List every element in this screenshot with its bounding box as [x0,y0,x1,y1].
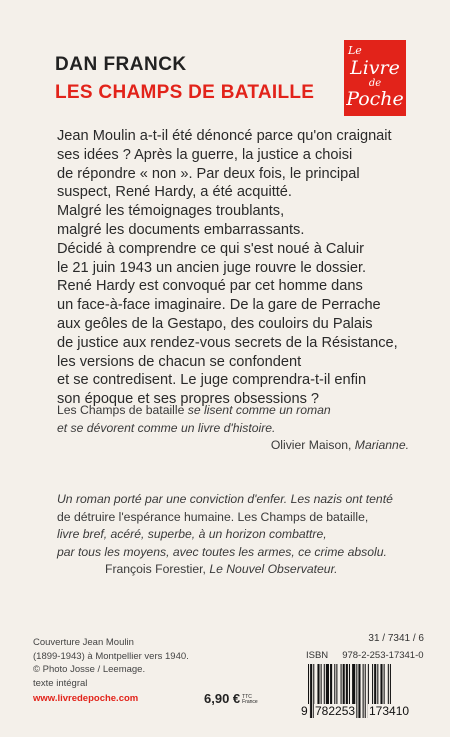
logo-text-de: de [368,78,382,89]
quote-line: livre bref, acéré, superbe, à un horizon combattre, [57,527,327,541]
credit-line: (1899-1943) à Montpellier vers 1940. [33,650,189,662]
credit-line: © Photo Josse / Leemage. [33,664,146,675]
summary-line: Décidé à comprendre ce qui s'est noué à Caluir [57,240,364,257]
summary-line: son époque et ses propres obsessions ? [57,391,320,408]
quote-author: François Forestier, [105,562,210,576]
barcode-digit-group-right: 173410 [369,704,410,718]
isbn-number: 978-2-253-17341-0 [342,650,424,661]
quote-line: et se dévorent comme un livre d'histoire. [57,420,276,435]
price-label [204,691,258,706]
summary-line: de justice aux rendez-vous secrets de la Résistance, [57,334,398,351]
logo-text-poche: Poche [346,88,404,110]
quote-text: se lisent comme un roman [184,403,331,417]
summary-line: les versions de chacun se confondent [57,353,302,370]
price-amount: 6,90 € [204,691,241,706]
summary-line: de répondre « non ». Par deux fois, le principal [57,165,360,182]
quote-source: Marianne. [354,438,409,452]
quote-line [57,402,409,420]
summary-line: le 21 juin 1943 un ancien juge rouvre le dossier. [57,259,367,276]
quote-author: Olivier Maison, [270,438,355,452]
summary-line: un face-à-face imaginaire. De la gare de Perrache [57,297,381,314]
press-quote-nouvel-observateur [57,491,409,579]
cover-credits [33,636,189,706]
quote-source: Le Nouvel Observateur. [209,562,338,576]
quote-attribution [57,561,409,579]
catalog-code: 31 / 7341 / 6 [368,633,424,644]
summary-line: aux geôles de la Gestapo, des couloirs du Palais [57,315,373,332]
summary-line: Jean Moulin a-t-il été dénoncé parce qu'on craignait [57,128,392,144]
author-name: DAN FRANCK [55,54,187,75]
book-title: LES CHAMPS DE BATAILLE [55,82,315,103]
summary-line: et se contredisent. Le juge comprendra-t-il enfin [57,372,367,389]
summary-line: ses idées ? Après la guerre, la justice a choisi [57,146,353,163]
price-tax-note: TTC France [242,693,258,705]
livre-de-poche-logo [344,40,406,116]
barcode-digit-prefix: 9 [301,704,308,718]
quote-line: par tous les moyens, avec toutes les armes, ce crime absolu. [57,544,387,559]
summary-line: Malgré les témoignages troublants, [57,203,285,220]
credit-line: texte intégral [33,677,88,689]
publisher-website-link[interactable]: www.livredepoche.com [33,693,139,704]
summary-line: René Hardy est convoqué par cet homme dans [57,278,363,295]
isbn-line [306,650,424,661]
barcode-digits [300,704,426,720]
quote-line: Un roman porté par une conviction d'enfer. Les nazis ont tenté [57,492,393,506]
isbn-label: ISBN [306,650,329,661]
quote-book-title: Les Champs de bataille [57,403,185,417]
quote-line: de détruire l'espérance humaine. Les Champs de bataille, [57,509,369,524]
logo-text-le: Le [348,44,362,57]
barcode-digit-group-left: 782253 [315,704,356,718]
press-quote-marianne [57,402,409,455]
summary-line: suspect, René Hardy, a été acquitté. [57,184,292,201]
logo-text-livre: Livre [350,57,400,79]
summary-line: malgré les documents embarrassants. [57,221,305,238]
book-summary [57,127,398,409]
credit-line: Couverture Jean Moulin [33,637,134,648]
quote-attribution [57,437,409,455]
